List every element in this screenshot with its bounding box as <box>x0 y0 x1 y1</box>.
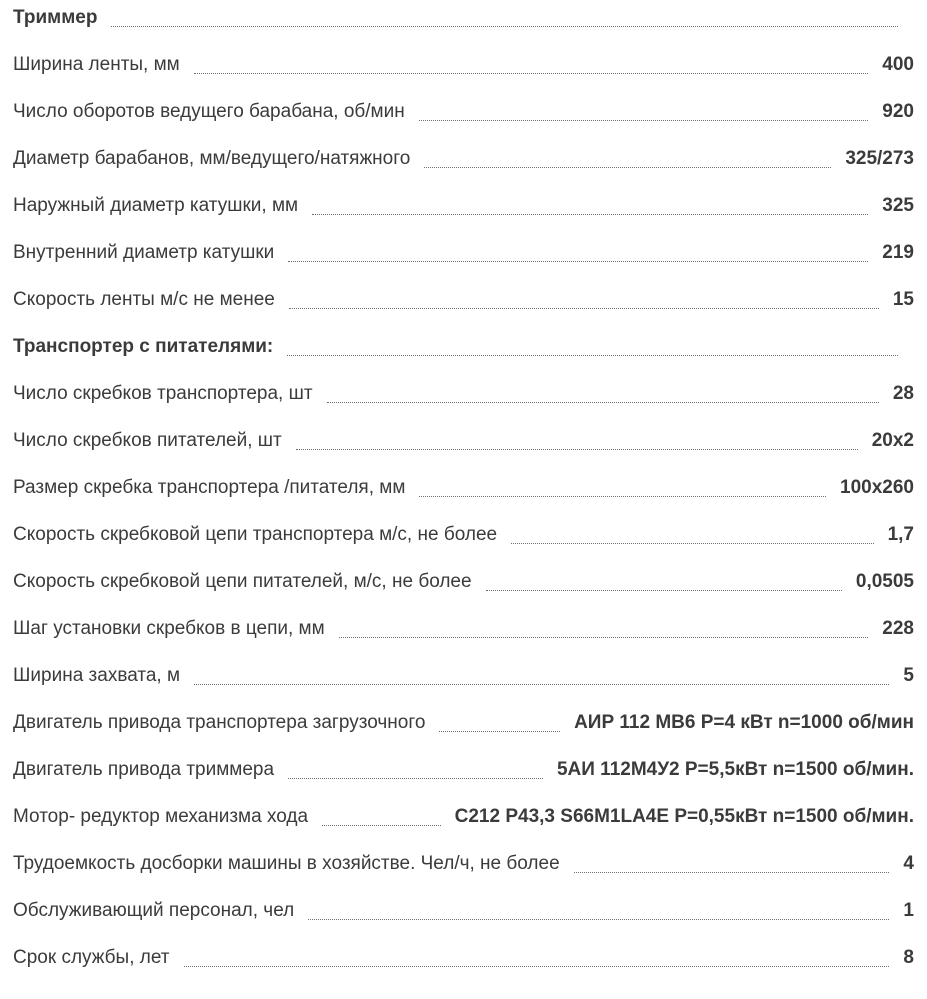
spec-value: 228 <box>882 618 914 639</box>
spec-label: Внутренний диаметр катушки <box>13 242 275 263</box>
dotted-leader <box>312 214 868 215</box>
spec-row <box>13 658 914 688</box>
dotted-leader <box>511 543 873 544</box>
spec-row <box>13 564 914 594</box>
spec-label: Скорость скребковой цепи питателей, м/с, не более <box>13 571 472 592</box>
spec-label: Размер скребка транспортера /питателя, мм <box>13 477 406 498</box>
dotted-leader <box>287 355 898 356</box>
spec-row <box>13 893 914 923</box>
spec-label: Число скребков питателей, шт <box>13 430 282 451</box>
spec-value: 400 <box>882 54 914 75</box>
spec-value: 15 <box>892 289 914 310</box>
dotted-leader <box>574 872 890 873</box>
spec-value: 920 <box>882 101 914 122</box>
spec-row <box>13 376 914 406</box>
spec-value: 8 <box>903 947 914 968</box>
dotted-leader <box>439 731 560 732</box>
spec-row <box>13 705 914 735</box>
spec-value: 1 <box>903 900 914 921</box>
dotted-leader <box>194 684 889 685</box>
spec-row <box>13 846 914 876</box>
spec-value: АИР 112 МВ6 Р=4 кВт n=1000 об/мин <box>574 712 914 733</box>
spec-value: 5 <box>903 665 914 686</box>
spec-label: Наружный диаметр катушки, мм <box>13 195 299 216</box>
dotted-leader <box>322 825 441 826</box>
dotted-leader <box>308 919 889 920</box>
spec-row <box>13 799 914 829</box>
spec-value: 5АИ 112М4У2 Р=5,5кВт n=1500 об/мин. <box>556 759 914 780</box>
dotted-leader <box>486 590 842 591</box>
dotted-leader <box>419 496 826 497</box>
section-title-row <box>13 329 914 359</box>
dotted-leader <box>339 637 869 638</box>
spec-row <box>13 235 914 265</box>
dotted-leader <box>296 449 858 450</box>
spec-value: 1,7 <box>887 524 914 545</box>
section-title: Триммер <box>13 7 98 28</box>
spec-value: 325/273 <box>845 148 914 169</box>
spec-row <box>13 47 914 77</box>
spec-row <box>13 423 914 453</box>
spec-value: 20х2 <box>871 430 914 451</box>
spec-row <box>13 94 914 124</box>
dotted-leader <box>419 120 869 121</box>
spec-label: Двигатель привода транспортера загрузочного <box>13 712 426 733</box>
spec-label: Шаг установки скребков в цепи, мм <box>13 618 325 639</box>
spec-value: 325 <box>882 195 914 216</box>
spec-value: 219 <box>882 242 914 263</box>
section-title-row <box>13 0 914 30</box>
spec-row <box>13 517 914 547</box>
spec-value: С212 Р43,3 S66M1LA4E Р=0,55кВт n=1500 об/мин. <box>454 806 914 827</box>
spec-row <box>13 752 914 782</box>
spec-row <box>13 188 914 218</box>
spec-label: Диаметр барабанов, мм/ведущего/натяжного <box>13 148 411 169</box>
section-title: Транспортер с питателями: <box>13 336 274 357</box>
spec-row <box>13 141 914 171</box>
dotted-leader <box>288 261 868 262</box>
dotted-leader <box>289 308 879 309</box>
spec-label: Скорость скребковой цепи транспортера м/с, не более <box>13 524 498 545</box>
spec-value: 0,0505 <box>855 571 914 592</box>
spec-label: Обслуживающий персонал, чел <box>13 900 295 921</box>
dotted-leader <box>194 73 869 74</box>
spec-row <box>13 470 914 500</box>
spec-label: Скорость ленты м/с не менее <box>13 289 275 310</box>
dotted-leader <box>184 966 890 967</box>
spec-label: Мотор- редуктор механизма хода <box>13 806 309 827</box>
spec-label: Ширина захвата, м <box>13 665 181 686</box>
spec-row <box>13 940 914 970</box>
spec-value: 28 <box>892 383 914 404</box>
spec-value: 100х260 <box>840 477 914 498</box>
spec-label: Трудоемкость досборки машины в хозяйстве. Чел/ч, не более <box>13 853 560 874</box>
spec-label: Срок службы, лет <box>13 947 170 968</box>
dotted-leader <box>288 778 543 779</box>
spec-label: Двигатель привода триммера <box>13 759 275 780</box>
spec-row <box>13 611 914 641</box>
spec-label: Число оборотов ведущего барабана, об/мин <box>13 101 405 122</box>
dotted-leader <box>424 167 831 168</box>
spec-value: 4 <box>903 853 914 874</box>
spec-row <box>13 282 914 312</box>
dotted-leader <box>111 26 898 27</box>
spec-label: Ширина ленты, мм <box>13 54 180 75</box>
dotted-leader <box>327 402 879 403</box>
spec-label: Число скребков транспортера, шт <box>13 383 313 404</box>
